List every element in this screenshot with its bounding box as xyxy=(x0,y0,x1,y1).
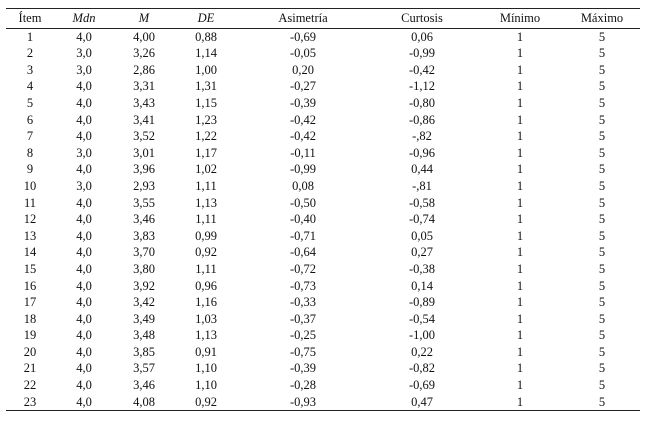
cell-skewness: -0,72 xyxy=(289,261,317,276)
cell-median: 4,0 xyxy=(76,261,92,276)
cell-item: 11 xyxy=(23,195,37,210)
cell-skewness: -0,28 xyxy=(289,378,317,393)
cell-sd: 1,14 xyxy=(195,46,217,61)
cell-kurtosis: 0,44 xyxy=(411,162,433,177)
cell-item: 1 xyxy=(26,29,34,44)
cell-mean: 3,26 xyxy=(133,46,155,61)
cell-maximum: 5 xyxy=(598,295,606,310)
cell-mean: 3,83 xyxy=(133,228,155,243)
table-row xyxy=(6,145,640,162)
cell-kurtosis: -1,00 xyxy=(408,328,436,343)
cell-sd: 1,11 xyxy=(195,261,217,276)
cell-maximum: 5 xyxy=(598,129,606,144)
cell-sd: 1,13 xyxy=(195,328,217,343)
cell-minimum: 1 xyxy=(516,178,524,193)
table-row xyxy=(6,294,640,311)
cell-sd: 0,92 xyxy=(195,394,217,409)
cell-maximum: 5 xyxy=(598,145,606,160)
cell-item: 9 xyxy=(26,162,34,177)
cell-sd: 0,99 xyxy=(195,228,217,243)
cell-median: 3,0 xyxy=(76,145,92,160)
cell-sd: 1,31 xyxy=(195,79,217,94)
cell-minimum: 1 xyxy=(516,311,524,326)
cell-item: 17 xyxy=(23,295,37,310)
cell-skewness: -0,11 xyxy=(290,145,316,160)
cell-kurtosis: -0,89 xyxy=(408,295,436,310)
cell-kurtosis: -0,96 xyxy=(408,145,436,160)
table-row xyxy=(6,28,640,45)
cell-mean: 3,57 xyxy=(133,361,155,376)
table-row xyxy=(6,161,640,178)
cell-minimum: 1 xyxy=(516,278,524,293)
cell-maximum: 5 xyxy=(598,29,606,44)
cell-minimum: 1 xyxy=(516,195,524,210)
table-row xyxy=(6,344,640,361)
cell-skewness: -0,05 xyxy=(289,46,317,61)
cell-mean: 3,46 xyxy=(133,212,155,227)
cell-item: 18 xyxy=(23,311,37,326)
cell-sd: 1,16 xyxy=(195,295,217,310)
cell-mean: 3,85 xyxy=(133,344,155,359)
cell-item: 20 xyxy=(23,344,37,359)
cell-maximum: 5 xyxy=(598,394,606,409)
table-row xyxy=(6,278,640,295)
cell-median: 4,0 xyxy=(76,212,92,227)
descriptive-statistics-table-wrapper xyxy=(6,8,640,411)
cell-median: 4,0 xyxy=(76,29,92,44)
cell-item: 2 xyxy=(26,46,34,61)
cell-item: 15 xyxy=(23,261,37,276)
cell-skewness: 0,20 xyxy=(292,62,314,77)
table-row xyxy=(6,244,640,261)
cell-maximum: 5 xyxy=(598,261,606,276)
cell-sd: 0,91 xyxy=(195,344,217,359)
cell-median: 4,0 xyxy=(76,95,92,110)
cell-sd: 1,10 xyxy=(195,378,217,393)
cell-minimum: 1 xyxy=(516,29,524,44)
cell-item: 12 xyxy=(23,212,37,227)
cell-skewness: -0,64 xyxy=(289,245,317,260)
table-row xyxy=(6,360,640,377)
cell-maximum: 5 xyxy=(598,212,606,227)
cell-skewness: -0,39 xyxy=(289,361,317,376)
cell-minimum: 1 xyxy=(516,162,524,177)
cell-kurtosis: -0,58 xyxy=(408,195,436,210)
cell-kurtosis: -0,54 xyxy=(408,311,436,326)
cell-kurtosis: 0,22 xyxy=(411,344,433,359)
cell-item: 14 xyxy=(23,245,37,260)
table-row xyxy=(6,128,640,145)
cell-kurtosis: 0,14 xyxy=(411,278,433,293)
cell-maximum: 5 xyxy=(598,195,606,210)
cell-kurtosis: -1,12 xyxy=(408,79,436,94)
header-standard-deviation: DE xyxy=(197,11,215,25)
cell-minimum: 1 xyxy=(516,95,524,110)
cell-kurtosis: -0,74 xyxy=(408,212,436,227)
cell-sd: 1,03 xyxy=(195,311,217,326)
cell-kurtosis: -0,82 xyxy=(408,361,436,376)
cell-item: 21 xyxy=(23,361,37,376)
cell-item: 8 xyxy=(26,145,34,160)
table-header xyxy=(6,9,640,29)
cell-skewness: -0,42 xyxy=(289,112,317,127)
cell-minimum: 1 xyxy=(516,145,524,160)
cell-minimum: 1 xyxy=(516,129,524,144)
cell-maximum: 5 xyxy=(598,46,606,61)
header-maximum: Máximo xyxy=(580,11,624,25)
cell-skewness: -0,69 xyxy=(289,29,317,44)
cell-kurtosis: -0,38 xyxy=(408,261,436,276)
cell-median: 3,0 xyxy=(76,46,92,61)
cell-kurtosis: -,82 xyxy=(412,129,432,144)
cell-sd: 1,13 xyxy=(195,195,217,210)
table-row xyxy=(6,195,640,212)
table-row xyxy=(6,112,640,129)
table-row xyxy=(6,327,640,344)
table-row xyxy=(6,45,640,62)
cell-mean: 3,55 xyxy=(133,195,155,210)
cell-mean: 3,70 xyxy=(133,245,155,260)
cell-minimum: 1 xyxy=(516,261,524,276)
cell-maximum: 5 xyxy=(598,79,606,94)
cell-sd: 1,22 xyxy=(195,129,217,144)
header-row xyxy=(6,9,640,29)
cell-sd: 1,11 xyxy=(195,212,217,227)
cell-minimum: 1 xyxy=(516,344,524,359)
table-row xyxy=(6,211,640,228)
cell-kurtosis: 0,27 xyxy=(411,245,433,260)
cell-sd: 0,92 xyxy=(195,245,217,260)
table-row xyxy=(6,228,640,245)
header-item: Ítem xyxy=(18,11,42,25)
cell-median: 4,0 xyxy=(76,129,92,144)
cell-median: 4,0 xyxy=(76,278,92,293)
cell-median: 4,0 xyxy=(76,245,92,260)
cell-skewness: -0,25 xyxy=(289,328,317,343)
descriptive-statistics-table xyxy=(6,8,640,411)
cell-skewness: -0,75 xyxy=(289,344,317,359)
cell-item: 4 xyxy=(26,79,34,94)
header-skewness: Asimetría xyxy=(278,11,328,25)
table-row xyxy=(6,62,640,79)
cell-maximum: 5 xyxy=(598,311,606,326)
table-row xyxy=(6,311,640,328)
cell-skewness: -0,27 xyxy=(289,79,317,94)
cell-median: 4,0 xyxy=(76,79,92,94)
table-body xyxy=(6,28,640,411)
cell-maximum: 5 xyxy=(598,245,606,260)
cell-median: 4,0 xyxy=(76,112,92,127)
cell-minimum: 1 xyxy=(516,394,524,409)
cell-mean: 3,31 xyxy=(133,79,155,94)
cell-kurtosis: 0,06 xyxy=(411,29,433,44)
cell-median: 4,0 xyxy=(76,228,92,243)
cell-minimum: 1 xyxy=(516,212,524,227)
cell-skewness: -0,42 xyxy=(289,129,317,144)
cell-maximum: 5 xyxy=(598,328,606,343)
cell-skewness: -0,37 xyxy=(289,311,317,326)
cell-sd: 1,15 xyxy=(195,95,217,110)
cell-item: 19 xyxy=(23,328,37,343)
cell-minimum: 1 xyxy=(516,328,524,343)
cell-mean: 4,00 xyxy=(133,29,155,44)
cell-minimum: 1 xyxy=(516,112,524,127)
cell-mean: 3,41 xyxy=(133,112,155,127)
header-kurtosis: Curtosis xyxy=(401,11,443,25)
cell-skewness: -0,71 xyxy=(289,228,317,243)
cell-kurtosis: 0,47 xyxy=(411,394,433,409)
cell-median: 4,0 xyxy=(76,378,92,393)
cell-maximum: 5 xyxy=(598,361,606,376)
cell-kurtosis: -0,86 xyxy=(408,112,436,127)
table-row xyxy=(6,178,640,195)
cell-kurtosis: -0,42 xyxy=(408,62,436,77)
cell-skewness: -0,93 xyxy=(289,394,317,409)
cell-maximum: 5 xyxy=(598,278,606,293)
cell-kurtosis: -0,99 xyxy=(408,46,436,61)
cell-sd: 1,11 xyxy=(195,178,217,193)
cell-mean: 3,43 xyxy=(133,95,155,110)
cell-item: 7 xyxy=(26,129,34,144)
table-row xyxy=(6,377,640,394)
cell-mean: 3,96 xyxy=(133,162,155,177)
cell-item: 3 xyxy=(26,62,34,77)
cell-median: 4,0 xyxy=(76,328,92,343)
table-row xyxy=(6,261,640,278)
cell-item: 5 xyxy=(26,95,34,110)
cell-maximum: 5 xyxy=(598,228,606,243)
cell-sd: 1,10 xyxy=(195,361,217,376)
cell-maximum: 5 xyxy=(598,378,606,393)
cell-kurtosis: -0,69 xyxy=(408,378,436,393)
cell-minimum: 1 xyxy=(516,62,524,77)
cell-skewness: -0,40 xyxy=(289,212,317,227)
cell-sd: 1,17 xyxy=(195,145,217,160)
cell-median: 4,0 xyxy=(76,394,92,409)
cell-skewness: 0,08 xyxy=(292,178,314,193)
cell-minimum: 1 xyxy=(516,245,524,260)
cell-mean: 3,49 xyxy=(133,311,155,326)
cell-maximum: 5 xyxy=(598,178,606,193)
table-row xyxy=(6,78,640,95)
cell-maximum: 5 xyxy=(598,95,606,110)
cell-item: 10 xyxy=(23,178,37,193)
cell-median: 3,0 xyxy=(76,62,92,77)
table-row xyxy=(6,95,640,112)
cell-skewness: -0,39 xyxy=(289,95,317,110)
cell-item: 6 xyxy=(26,112,34,127)
cell-mean: 3,48 xyxy=(133,328,155,343)
table-row xyxy=(6,394,640,411)
cell-item: 22 xyxy=(23,378,37,393)
cell-item: 13 xyxy=(23,228,37,243)
cell-sd: 1,02 xyxy=(195,162,217,177)
cell-skewness: -0,33 xyxy=(289,295,317,310)
cell-median: 3,0 xyxy=(76,178,92,193)
cell-mean: 3,80 xyxy=(133,261,155,276)
header-mean: M xyxy=(138,11,150,25)
header-median: Mdn xyxy=(72,11,96,25)
cell-skewness: -0,50 xyxy=(289,195,317,210)
cell-minimum: 1 xyxy=(516,378,524,393)
cell-maximum: 5 xyxy=(598,112,606,127)
cell-mean: 3,42 xyxy=(133,295,155,310)
cell-minimum: 1 xyxy=(516,228,524,243)
cell-skewness: -0,73 xyxy=(289,278,317,293)
cell-mean: 3,52 xyxy=(133,129,155,144)
cell-median: 4,0 xyxy=(76,195,92,210)
cell-median: 4,0 xyxy=(76,295,92,310)
cell-kurtosis: 0,05 xyxy=(411,228,433,243)
cell-maximum: 5 xyxy=(598,344,606,359)
header-minimum: Mínimo xyxy=(499,11,541,25)
cell-median: 4,0 xyxy=(76,344,92,359)
cell-kurtosis: -,81 xyxy=(412,178,432,193)
cell-minimum: 1 xyxy=(516,295,524,310)
cell-mean: 3,01 xyxy=(133,145,155,160)
cell-item: 16 xyxy=(23,278,37,293)
cell-mean: 2,93 xyxy=(133,178,155,193)
cell-sd: 0,88 xyxy=(195,29,217,44)
cell-median: 4,0 xyxy=(76,162,92,177)
cell-sd: 1,00 xyxy=(195,62,217,77)
cell-median: 4,0 xyxy=(76,361,92,376)
cell-median: 4,0 xyxy=(76,311,92,326)
cell-item: 23 xyxy=(23,394,37,409)
cell-maximum: 5 xyxy=(598,62,606,77)
cell-mean: 2,86 xyxy=(133,62,155,77)
cell-minimum: 1 xyxy=(516,361,524,376)
cell-maximum: 5 xyxy=(598,162,606,177)
cell-sd: 1,23 xyxy=(195,112,217,127)
cell-mean: 3,92 xyxy=(133,278,155,293)
cell-minimum: 1 xyxy=(516,46,524,61)
cell-mean: 4,08 xyxy=(133,394,155,409)
cell-minimum: 1 xyxy=(516,79,524,94)
cell-kurtosis: -0,80 xyxy=(408,95,436,110)
cell-skewness: -0,99 xyxy=(289,162,317,177)
cell-mean: 3,46 xyxy=(133,378,155,393)
cell-sd: 0,96 xyxy=(195,278,217,293)
